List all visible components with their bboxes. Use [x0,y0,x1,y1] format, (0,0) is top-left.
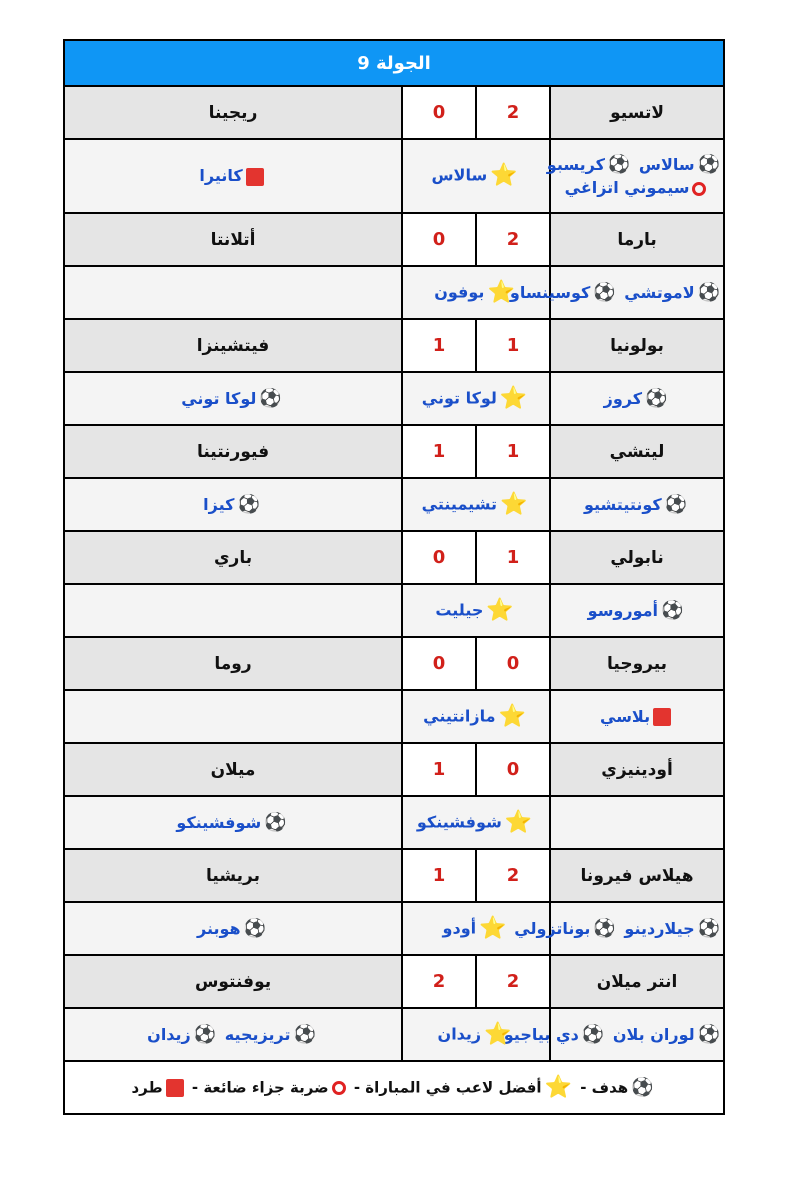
home-events [550,372,724,425]
away-team: يوفنتوس [64,955,402,1008]
red-card-icon [246,168,264,186]
home-events [550,690,724,743]
home-team: بارما [550,213,724,266]
events-row [64,690,724,743]
legend-label: طرد [131,1078,163,1096]
away-events [64,690,402,743]
player-name: لوكا توني [181,388,257,408]
events-row [64,584,724,637]
events-row [64,372,724,425]
home-team: نابولي [550,531,724,584]
man-of-the-match [402,796,550,849]
soccer-ball-icon: ⚽ [661,600,684,622]
legend-label: هدف [591,1078,629,1096]
man-of-the-match [402,139,550,213]
match-row [64,86,724,139]
soccer-ball-icon: ⚽ [243,918,267,940]
home-score: 1 [476,425,550,478]
home-events [503,1008,724,1061]
player-name: تريزيجيه [224,1024,291,1044]
away-score: 2 [402,955,476,1008]
player-name: كروز [603,388,643,408]
events-row [64,796,724,849]
away-events [64,902,402,955]
motm-name: مازانتيني [423,706,496,725]
missed-penalty-icon [332,1081,346,1095]
soccer-ball-icon: ⚽ [593,918,616,940]
player-name: دي بياجيو [503,1024,579,1044]
match-row [64,319,724,372]
player-name: زيدان [147,1024,191,1044]
away-events [64,266,402,319]
player-name: هوبنر [197,918,241,938]
away-events [64,584,402,637]
home-events [550,796,724,849]
home-team: بولونيا [550,319,724,372]
home-events [550,584,724,637]
home-team: هيلاس فيرونا [550,849,724,902]
soccer-ball-icon: ⚽ [645,388,668,410]
away-events [64,372,402,425]
away-score: 0 [402,531,476,584]
player-name: سالاس [638,154,695,174]
player-name: كوسينساو [509,282,591,302]
star-icon: ⭐ [490,163,518,188]
player-name: أموروسو [587,600,658,620]
home-score: 2 [476,86,550,139]
event-line [65,1023,401,1046]
player-name: كانيرا [199,166,243,186]
player-name: لوران بلان [612,1024,695,1044]
away-team: فيورنتينا [64,425,402,478]
round-results-table [63,39,725,1115]
star-icon: ⭐ [479,915,507,941]
event-line [65,493,401,516]
away-score: 1 [402,319,476,372]
events-row [64,478,724,531]
red-card-icon [166,1079,184,1097]
event-line [65,811,401,834]
star-icon: ⭐ [500,491,528,517]
star-icon: ⭐ [487,279,515,305]
legend [64,1061,724,1114]
man-of-the-match [402,478,550,531]
soccer-ball-icon: ⚽ [237,494,260,516]
away-team: أتلانتا [64,213,402,266]
motm-name: لوكا توني [421,388,497,407]
away-events [64,796,402,849]
event-line [551,176,723,199]
man-of-the-match [402,690,550,743]
star-icon: ⭐ [498,703,526,729]
round-title: الجولة 9 [64,40,724,86]
star-icon: ⭐ [484,1021,512,1047]
player-name: لاموتشي [624,282,695,302]
event-line [65,387,401,410]
event-line [509,281,723,304]
motm-name: جيليت [435,600,484,619]
event-line [546,153,723,176]
player-name: كيزا [203,494,235,514]
legend-separator: - [348,1078,366,1096]
man-of-the-match [402,584,550,637]
soccer-ball-icon: ⚽ [264,812,287,834]
event-line [65,917,401,940]
motm-name: زيدان [437,1024,482,1043]
away-score: 1 [402,849,476,902]
home-events [546,139,724,213]
home-events [509,266,724,319]
round-header-row [64,40,724,86]
home-team: ليتشي [550,425,724,478]
events-row [64,1008,724,1061]
event-line [551,599,723,622]
match-row [64,425,724,478]
away-team: باري [64,531,402,584]
away-score: 0 [402,213,476,266]
home-score: 2 [476,849,550,902]
player-name: جيلاردينو [624,918,695,938]
star-icon: ⭐ [504,809,533,835]
soccer-ball-icon: ⚽ [607,154,631,176]
legend-separator: - [186,1078,204,1096]
legend-label: أفضل لاعب في المباراة [365,1078,542,1096]
home-events [514,902,724,955]
away-team: ميلان [64,743,402,796]
away-team: روما [64,637,402,690]
events-row [64,266,724,319]
player-name: سيموني اتزاغي [564,178,690,197]
event-line [514,917,723,940]
player-name: كونتيتشيو [583,494,662,514]
soccer-ball-icon: ⚽ [697,1024,721,1046]
event-line [551,493,723,516]
star-icon: ⭐ [499,385,528,411]
away-team: ريجينا [64,86,402,139]
red-card-icon [653,708,671,726]
home-events [550,478,724,531]
soccer-ball-icon: ⚽ [593,282,616,304]
away-score: 0 [402,86,476,139]
away-events [64,139,402,213]
match-row [64,637,724,690]
home-team: بيروجيا [550,637,724,690]
away-events [64,478,402,531]
motm-name: أودو [442,918,477,937]
legend-label: ضربة جزاء ضائعة [203,1078,329,1096]
event-line [551,705,723,728]
home-score: 0 [476,743,550,796]
event-line [551,387,723,410]
motm-name: سالاس [431,165,488,185]
player-name: بلاسي [600,706,651,726]
home-team: انتر ميلان [550,955,724,1008]
event-line [503,1023,723,1046]
soccer-ball-icon: ⚽ [697,154,721,176]
match-row [64,743,724,796]
events-row [64,902,724,955]
home-team: أودينيزي [550,743,724,796]
motm-name: بوفون [434,282,485,301]
star-icon: ⭐ [544,1074,572,1100]
soccer-ball-icon: ⚽ [293,1024,316,1046]
soccer-ball-icon: ⚽ [697,918,721,940]
home-team: لاتسيو [550,86,724,139]
home-score: 0 [476,637,550,690]
away-score: 0 [402,637,476,690]
player-name: شوفشينكو [176,812,262,832]
motm-name: شوفشينكو [416,812,502,831]
player-name: بوناتزولي [514,918,591,938]
soccer-ball-icon: ⚽ [581,1024,605,1046]
away-score: 1 [402,425,476,478]
player-name: كريسبو [546,154,605,174]
event-line [65,164,401,187]
soccer-ball-icon: ⚽ [631,1076,654,1098]
match-row [64,213,724,266]
star-icon: ⭐ [486,597,514,623]
match-row [64,849,724,902]
soccer-ball-icon: ⚽ [697,282,721,304]
man-of-the-match [402,372,550,425]
soccer-ball-icon: ⚽ [664,494,688,516]
home-score: 2 [476,955,550,1008]
events-row [64,139,724,213]
away-team: بريشيا [64,849,402,902]
match-row [64,955,724,1008]
soccer-ball-icon: ⚽ [259,388,282,410]
legend-separator: - [574,1078,592,1096]
soccer-ball-icon: ⚽ [193,1024,217,1046]
legend-row [64,1061,724,1114]
missed-penalty-icon [692,182,706,196]
home-score: 1 [476,531,550,584]
away-score: 1 [402,743,476,796]
match-row [64,531,724,584]
away-team: فيتشينزا [64,319,402,372]
motm-name: تشيمينتي [421,494,497,513]
home-score: 2 [476,213,550,266]
home-score: 1 [476,319,550,372]
away-events [64,1008,402,1061]
